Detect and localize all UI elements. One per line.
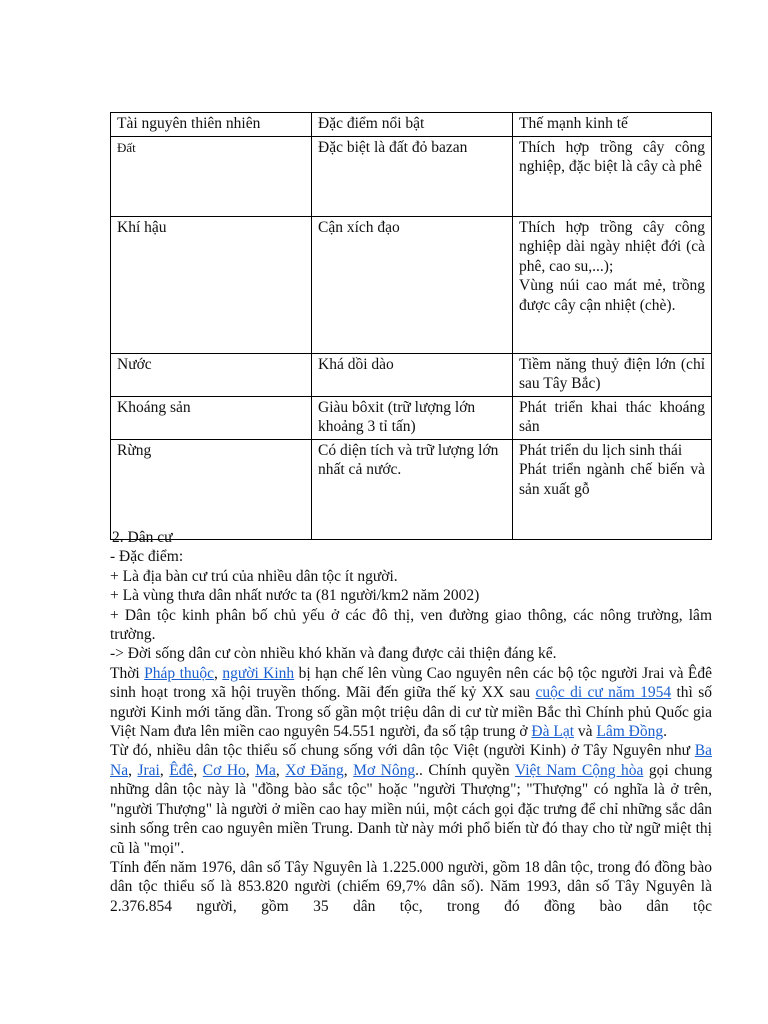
strength-cell: Phát triển khai thác khoáng sản xyxy=(513,396,712,439)
link-mo-nong[interactable]: Mơ Nông xyxy=(353,761,416,779)
resource-name-cell xyxy=(111,136,312,216)
feature-cell: Có diện tích và trữ lượng lớn nhất cả nước. xyxy=(312,439,513,539)
strength-cell: Tiềm năng thuỷ điện lớn (chỉ sau Tây Bắc) xyxy=(513,353,712,396)
text-run: gọi chung những dân tộc này là "đồng bào sắc tộc" hoặc "người Thượng"; "Thượng" có nghĩa là ở trên, "người Thượng" là người ở miền cao hay miền núi, một cách gọi đặc trưng để chỉ những sắc dân sinh sống trên cao nguyên miền Trung. Danh từ này mới phổ biến từ đó thay cho từ ngữ miệt thị cũ là "mọi". xyxy=(110,761,713,857)
bullet-item: -> Đời sống dân cư còn nhiều khó khăn và đang được cải thiện đáng kể. xyxy=(110,645,557,663)
text-run: Thời xyxy=(110,664,145,682)
text-run: , xyxy=(214,664,223,682)
strength-line: Phát triển du lịch sinh thái xyxy=(519,441,683,459)
header-cell: Thế mạnh kinh tế xyxy=(513,113,712,137)
text-run: . xyxy=(663,723,668,741)
link-phap-thuoc[interactable]: Pháp thuộc xyxy=(144,664,215,682)
text-run: Từ đó, nhiều dân tộc thiểu số chung sống với dân tộc Việt (người Kinh) ở Tây Nguyên như xyxy=(110,742,695,760)
strength-line: Vùng núi cao mát mẻ, trồng được cây cận nhiệt (chè). xyxy=(519,277,705,314)
resource-name-cell: Nước xyxy=(111,353,312,396)
strength-cell xyxy=(513,439,712,539)
strength-line: Thích hợp trồng cây công nghiệp dài ngày nhiệt đới (cà phê, cao su,...); xyxy=(519,218,705,275)
table-row xyxy=(111,396,712,439)
resources-table xyxy=(110,112,712,540)
link-ede[interactable]: Êđê xyxy=(169,761,194,779)
text-run: .. Chính quyền xyxy=(415,761,515,779)
link-nguoi-kinh[interactable]: người Kinh xyxy=(222,664,295,682)
strength-cell xyxy=(513,216,712,353)
section-heading: 2. Dân cư xyxy=(112,529,173,546)
feature-cell: Giàu bôxit (trữ lượng lớn khoảng 3 tỉ tấn) xyxy=(312,396,513,439)
table-row xyxy=(111,353,712,396)
table-row xyxy=(111,439,712,539)
table-row xyxy=(111,216,712,353)
text-run: , xyxy=(128,761,138,779)
link-jrai[interactable]: Jrai xyxy=(137,761,160,779)
bullet-item: + Là vùng thưa dân nhất nước ta (81 người/km2 năm 2002) xyxy=(110,587,480,605)
link-ma[interactable]: Ma xyxy=(255,761,276,779)
link-cuoc-di-cu[interactable]: cuộc di cư năm 1954 xyxy=(535,684,672,702)
resource-name-cell: Rừng xyxy=(111,439,312,539)
paragraph-history xyxy=(110,664,712,742)
paragraph-ethnic-groups xyxy=(110,741,712,857)
bullet-item: + Dân tộc kinh phân bố chủ yếu ở các đô thị, ven đường giao thông, các nông trường, lâm trường. xyxy=(110,606,712,644)
text-run: và xyxy=(574,723,597,741)
text-run: bị hạn chế lên vùng Cao nguyên nên các bộ tộc người Jrai và Êđê sinh hoạt trong xã hội truyền thống. Mãi đến giữa thế kỷ XX sau xyxy=(110,664,713,702)
strength-cell: Thích hợp trồng cây công nghiệp, đặc biệt là cây cà phê xyxy=(513,136,712,216)
table-row xyxy=(111,136,712,216)
text-run: , xyxy=(159,761,170,779)
feature-cell: Đặc biệt là đất đỏ bazan xyxy=(312,136,513,216)
link-da-lat[interactable]: Đà Lạt xyxy=(531,723,575,741)
feature-cell: Cận xích đạo xyxy=(312,216,513,353)
resource-name-cell: Khí hậu xyxy=(111,216,312,353)
bullet-item: + Là địa bàn cư trú của nhiều dân tộc ít người. xyxy=(110,567,398,585)
text-run: , xyxy=(343,761,354,779)
link-vnch[interactable]: Việt Nam Cộng hòa xyxy=(514,761,644,779)
link-co-ho[interactable]: Cơ Ho xyxy=(202,761,246,779)
subheading: - Đặc điểm: xyxy=(110,548,184,566)
header-cell: Tài nguyên thiên nhiên xyxy=(111,113,312,137)
paragraph-population-stats: Tính đến năm 1976, dân số Tây Nguyên là 1.225.000 người, gồm 18 dân tộc, trong đó đồng bào dân tộc thiểu số là 853.820 người (chiếm 69,7% dân số). Năm 1993, dân số Tây Nguyên là 2.376.854 người, gồm 35 dân tộc, trong đó đồng bào dân tộc xyxy=(110,858,712,915)
text-run: , xyxy=(245,761,256,779)
resource-name-cell: Khoáng sản xyxy=(111,396,312,439)
feature-cell: Khá dồi dào xyxy=(312,353,513,396)
link-xo-dang[interactable]: Xơ Đăng xyxy=(285,761,344,779)
text-run: thì số người Kinh mới tăng dần. Trong số gần một triệu dân di cư từ miền Bắc thì Chính phủ Quốc gia Việt Nam đưa lên miền cao nguyên 54.551 người, đa số tập trung ở xyxy=(110,684,712,741)
population-section xyxy=(110,528,712,916)
resource-name: Đất xyxy=(117,139,136,155)
text-run: , xyxy=(275,761,286,779)
link-lam-dong[interactable]: Lâm Đồng xyxy=(596,723,664,741)
table-header-row xyxy=(111,113,712,137)
header-cell: Đặc điểm nổi bật xyxy=(312,113,513,137)
text-run: , xyxy=(193,761,203,779)
strength-line: Phát triển ngành chế biến và sản xuất gỗ xyxy=(519,461,705,498)
link-ba-na[interactable]: Ba Na xyxy=(110,742,712,779)
